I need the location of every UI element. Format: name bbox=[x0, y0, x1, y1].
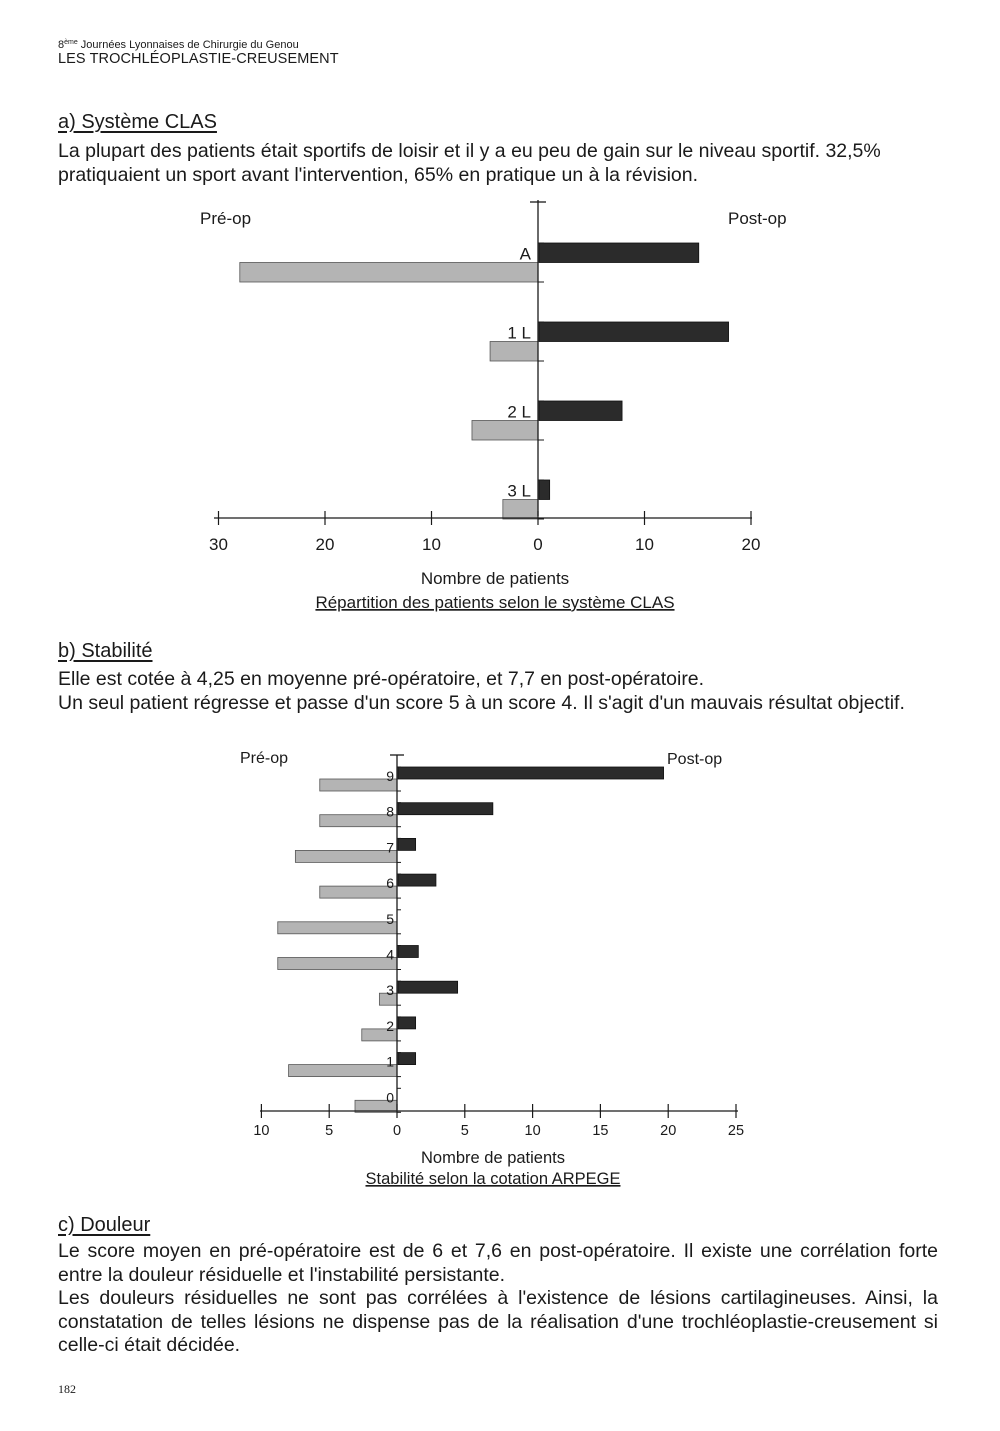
c2-bar-postop-6 bbox=[398, 981, 458, 993]
c2-category-label-4: 5 bbox=[386, 910, 394, 927]
c1-category-label-0: A bbox=[519, 244, 531, 264]
c2-category-label-5: 4 bbox=[386, 946, 394, 963]
section-b-paragraph-1: Elle est cotée à 4,25 en moyenne pré-opératoire, et 7,7 en post-opératoire. bbox=[58, 668, 705, 690]
c2-bar-preop-8 bbox=[289, 1065, 397, 1077]
c1-x-tick-label-1: 20 bbox=[315, 535, 335, 554]
chart-arpege-left-label: Pré-op bbox=[240, 750, 289, 767]
chart-clas-caption: Répartition des patients selon le système CLAS bbox=[315, 593, 675, 612]
section-c-title: c) Douleur bbox=[58, 1214, 151, 1236]
c2-x-tick-label-4: 10 bbox=[524, 1123, 541, 1139]
c2-bar-postop-8 bbox=[398, 1053, 416, 1065]
c2-x-tick-label-5: 15 bbox=[592, 1123, 609, 1139]
c2-category-label-8: 1 bbox=[386, 1053, 394, 1070]
c1-x-tick-label-3: 0 bbox=[533, 535, 543, 554]
c2-bar-preop-5 bbox=[278, 958, 397, 970]
c2-category-label-3: 6 bbox=[386, 875, 394, 892]
chart-clas-left-label: Pré-op bbox=[200, 209, 252, 228]
c2-x-tick-label-6: 20 bbox=[660, 1123, 677, 1139]
document-title: LES TROCHLÉOPLASTIE-CREUSEMENT bbox=[58, 51, 339, 67]
c2-bar-postop-5 bbox=[398, 946, 418, 958]
c1-x-tick-label-2: 10 bbox=[422, 535, 441, 554]
c1-x-tick-label-5: 20 bbox=[741, 535, 761, 554]
c2-bar-postop-3 bbox=[398, 874, 436, 886]
c2-category-label-7: 2 bbox=[386, 1017, 394, 1034]
c2-x-tick-label-7: 25 bbox=[727, 1123, 745, 1139]
section-c-paragraph-2: Les douleurs résiduelles ne sont pas corrélées à l'existence de lésions cartilagineuses. Ainsi, la constatation de telles lésions ne dispense pas de la réalisation d'une trochléoplastie-creusement si celle-ci était décidée. bbox=[58, 1287, 938, 1356]
c2-x-tick-label-1: 5 bbox=[325, 1123, 334, 1139]
c1-category-label-2: 2 L bbox=[507, 402, 531, 422]
c2-category-label-2: 7 bbox=[386, 839, 394, 856]
chart-clas-right-label: Post-op bbox=[728, 209, 787, 228]
c2-category-label-9: 0 bbox=[386, 1089, 394, 1106]
section-b-paragraph-2: Un seul patient régresse et passe d'un score 5 à un score 4. Il s'agit d'un mauvais résultat objectif. bbox=[58, 691, 905, 714]
section-c-paragraph-1: Le score moyen en pré-opératoire est de 6 et 7,6 en post-opératoire. Il existe une corrélation forte entre la douleur résiduelle et l'instabilité persistante. bbox=[58, 1240, 938, 1286]
c1-category-label-3: 3 L bbox=[507, 481, 531, 501]
c2-category-label-1: 8 bbox=[386, 803, 394, 820]
page-number: 182 bbox=[58, 1382, 76, 1396]
chart-arpege-right-label: Post-op bbox=[667, 751, 723, 768]
c2-bar-preop-4 bbox=[278, 922, 397, 934]
c2-bar-postop-1 bbox=[398, 803, 493, 815]
chart-clas-xlabel: Nombre de patients bbox=[420, 569, 570, 588]
c2-bar-preop-2 bbox=[295, 850, 397, 862]
c1-category-label-1: 1 L bbox=[507, 323, 531, 343]
c2-x-tick-label-3: 5 bbox=[460, 1123, 469, 1139]
chart-arpege-caption: Stabilité selon la cotation ARPEGE bbox=[365, 1170, 621, 1188]
section-c-body bbox=[58, 1240, 938, 1358]
c2-x-tick-label-0: 10 bbox=[253, 1123, 270, 1139]
chart-arpege-xlabel: Nombre de patients bbox=[421, 1149, 565, 1167]
c2-bar-postop-0 bbox=[398, 767, 664, 779]
c2-category-label-6: 3 bbox=[386, 982, 394, 999]
c2-category-label-0: 9 bbox=[386, 768, 394, 784]
c2-bar-postop-2 bbox=[398, 838, 416, 850]
c1-x-tick-label-4: 10 bbox=[635, 535, 654, 554]
conference-header: 8ème Journées Lyonnaises de Chirurgie du Genou bbox=[58, 39, 299, 51]
section-a-paragraph-1: La plupart des patients était sportifs de loisir et il y a eu peu de gain sur le niveau sportif. 32,5% pratiquaient un sport avant l'intervention, 65% en pratique un à la révision. bbox=[58, 140, 881, 186]
section-b-title: b) Stabilité bbox=[58, 640, 153, 662]
c1-x-tick-label-0: 30 bbox=[209, 535, 228, 554]
c2-bar-postop-7 bbox=[398, 1017, 416, 1029]
c2-x-tick-label-2: 0 bbox=[392, 1123, 402, 1139]
section-a-title: a) Système CLAS bbox=[58, 111, 217, 133]
